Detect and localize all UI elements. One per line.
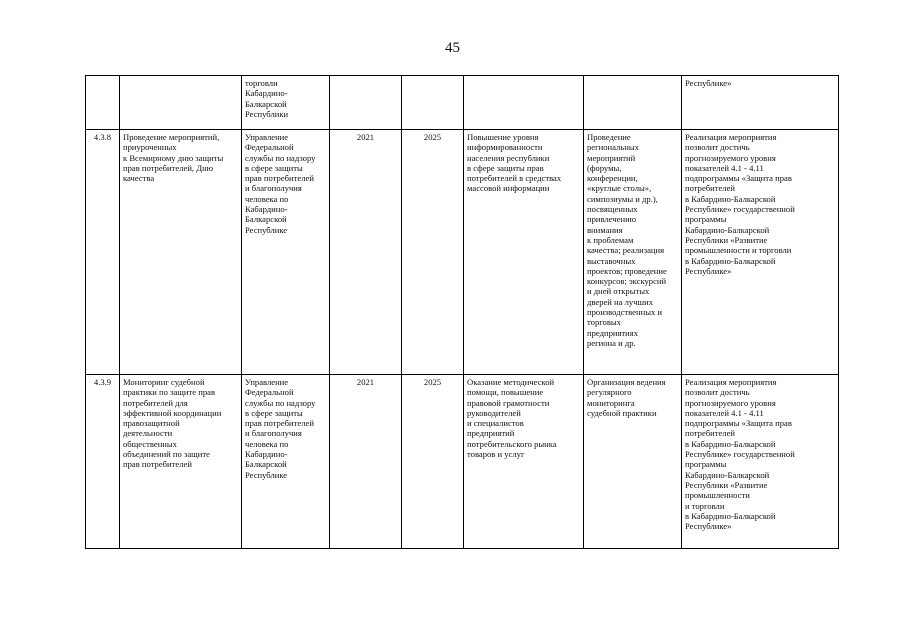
cell-executor: Управление Федеральной службы по надзору в сфере защиты прав потребителей и благополучия человека по Кабардино- Балкарской Республике <box>242 130 330 375</box>
cell-result: Реализация мероприятия позволит достичь прогнозируемого уровня показателей 4.1 - 4.11 подпрограммы «Защита прав потребителей в Кабардино-Балкарской Республике» государственной программы Кабардино-Балкарской Республики «Развитие промышленности и торговли в Кабардино-Балкарской Республике» <box>682 375 839 549</box>
cell-end-year: 2025 <box>402 375 464 549</box>
table-row <box>86 130 839 375</box>
cell-result: Реализация мероприятия позволит достичь прогнозируемого уровня показателей 4.1 - 4.11 подпрограммы «Защита прав потребителей в Кабардино-Балкарской Республике» государственной программы Кабардино-Балкарской Республики «Развитие промышленности и торговли в Кабардино-Балкарской Республике» <box>682 130 839 375</box>
cell-event <box>120 76 242 130</box>
table-row <box>86 375 839 549</box>
cell-number <box>86 76 120 130</box>
cell-executor: Управление Федеральной службы по надзору в сфере защиты прав потребителей и благополучия человека по Кабардино- Балкарской Республике <box>242 375 330 549</box>
cell-goal: Оказание методической помощи, повышение правовой грамотности руководителей и специалистов предприятий потребительского рынка товаров и услуг <box>464 375 584 549</box>
cell-start-year: 2021 <box>330 130 402 375</box>
table-row <box>86 76 839 130</box>
cell-goal <box>464 76 584 130</box>
cell-executor: торговли Кабардино- Балкарской Республики <box>242 76 330 130</box>
cell-start-year <box>330 76 402 130</box>
cell-content <box>584 76 682 130</box>
cell-end-year <box>402 76 464 130</box>
program-table <box>85 75 839 549</box>
cell-content: Организация ведения регулярного мониторинга судебной практики <box>584 375 682 549</box>
cell-number: 4.3.9 <box>86 375 120 549</box>
cell-event: Проведение мероприятий, приуроченных к Всемирному дню защиты прав потребителей, Дню качества <box>120 130 242 375</box>
page-number: 45 <box>445 40 460 56</box>
cell-goal: Повышение уровня информированности населения республики в сфере защиты прав потребителей в средствах массовой информации <box>464 130 584 375</box>
cell-event: Мониторинг судебной практики по защите прав потребителей для эффективной координации правозащитной деятельности общественных объединений по защите прав потребителей <box>120 375 242 549</box>
cell-end-year: 2025 <box>402 130 464 375</box>
cell-content: Проведение региональных мероприятий (форумы, конференции, «круглые столы», симпозиумы и др.), посвященных привлечению внимания к проблемам качества; реализация выставочных проектов; проведение конкурсов; экскурсий и дней открытых дверей на лучших производственных и торговых предприятиях региона и др. <box>584 130 682 375</box>
cell-start-year: 2021 <box>330 375 402 549</box>
cell-result: Республике» <box>682 76 839 130</box>
cell-number: 4.3.8 <box>86 130 120 375</box>
